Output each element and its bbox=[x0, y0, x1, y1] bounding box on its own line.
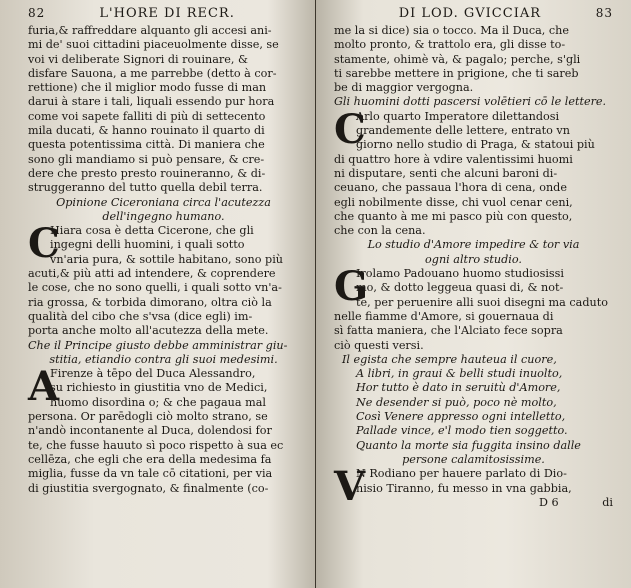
section-heading: Opinione Ciceroniana circa l'acutezza bbox=[56, 195, 271, 209]
text-line: struggeranno del tutto quella debil terra. bbox=[28, 181, 263, 195]
text-line: ciò questi versi. bbox=[334, 338, 424, 352]
right-running-head bbox=[334, 6, 613, 21]
verse-line: Il egista che sempre hauteua il cuore, bbox=[342, 352, 557, 366]
right-page bbox=[316, 0, 631, 588]
text-line: egli nobilmente disse, chi vuol cenar ceni, bbox=[334, 195, 573, 209]
text-line: giorno nello studio di Praga, & statoui più bbox=[356, 138, 595, 152]
text-line: nisio Tiranno, fu messo in vna gabbia, bbox=[356, 481, 572, 495]
text-line: disfare Sauona, a me parrebbe (detto à cor- bbox=[28, 66, 277, 80]
left-block-2 bbox=[28, 220, 299, 338]
left-heading-2 bbox=[28, 339, 299, 368]
text-line: di giustitia svergognato, & finalmente (co- bbox=[28, 481, 269, 495]
text-line: sono gli mandiamo si può pensare, & cre- bbox=[28, 152, 265, 166]
text-line: porta anche molto all'acutezza della mete. bbox=[28, 324, 269, 338]
text-line: le cose, che no sono quelli, i quali sotto vn'a- bbox=[28, 281, 282, 295]
text-line: cellēza, che egli che era della medesima fa bbox=[28, 452, 272, 466]
section-heading: stitia, etiandio contra gli suoi medesimi. bbox=[49, 352, 278, 366]
right-page-number: 83 bbox=[595, 6, 613, 20]
section-heading: persone calamitosissime. bbox=[402, 452, 545, 466]
left-block-1 bbox=[28, 24, 299, 196]
text-line: miglia, fusse da vn tale cō citationi, per via bbox=[28, 467, 273, 481]
text-line: ti sarebbe mettere in prigione, che ti sareb bbox=[334, 66, 579, 80]
text-line: come voi sapete falliti di più di settecento bbox=[28, 109, 266, 123]
text-line: mi de' suoi cittadini piaceuolmente disse, se bbox=[28, 38, 279, 52]
text-line: n'andò incontanente al Duca, dolendosi for bbox=[28, 424, 272, 438]
section-heading: Quanto la morte sia fuggita insino dalle bbox=[356, 438, 581, 452]
text-line: N Rodiano per hauere parlato di Dio- bbox=[356, 467, 567, 481]
text-line: persona. Or parēdogli ciò molto strano, se bbox=[28, 410, 268, 424]
catchword: di bbox=[602, 495, 613, 509]
text-line: mo, & dotto leggeua quasi di, & not- bbox=[356, 281, 564, 295]
left-page bbox=[0, 0, 315, 588]
text-line: Firenze à tēpo del Duca Alessandro, bbox=[50, 367, 256, 381]
verse-line: A libri, in graui & belli studi inuolto, bbox=[356, 367, 563, 381]
text-line: qualità del cibo che s'vsa (dice egli) im- bbox=[28, 309, 253, 323]
left-running-head bbox=[28, 6, 299, 21]
section-heading: dell'ingegno humano. bbox=[102, 209, 225, 223]
text-line: che con la cena. bbox=[334, 224, 426, 238]
text-line: questa potentissima città. Di maniera che bbox=[28, 138, 265, 152]
drop-capital: C bbox=[334, 105, 366, 153]
text-line: rettione) che il miglior modo fusse di man bbox=[28, 81, 267, 95]
drop-capital: C bbox=[28, 220, 60, 268]
text-line: ceuano, che passaua l'hora di cena, onde bbox=[334, 181, 567, 195]
drop-capital: A bbox=[28, 363, 60, 411]
text-line: nelle fiamme d'Amore, si gouernaua di bbox=[334, 309, 554, 323]
verse-line: Hor tutto è dato in seruitù d'Amore, bbox=[356, 381, 561, 395]
text-line: te, che fusse hauuto sì poco rispetto à sua ec bbox=[28, 438, 284, 452]
text-line: molto pronto, & trattolo era, gli disse to- bbox=[334, 38, 566, 52]
page-footer bbox=[334, 496, 613, 510]
right-block-2 bbox=[334, 105, 613, 239]
section-heading: Gli huomini dotti pascersi volētieri cō le lettere. bbox=[334, 95, 607, 109]
section-heading: Che il Principe giusto debbe amministrar giu- bbox=[28, 338, 288, 352]
text-line: vn'aria pura, & sottile habitano, sono più bbox=[50, 252, 283, 266]
text-line: mila ducati, & hanno rouinato il quarto di bbox=[28, 124, 265, 138]
text-line: di quattro hore à vdire valentissimi huomi bbox=[334, 152, 573, 166]
right-block-1 bbox=[334, 24, 613, 95]
section-heading: ogni altro studio. bbox=[425, 252, 522, 266]
left-heading-1 bbox=[28, 196, 299, 225]
left-running-title: L'HORE DI RECR. bbox=[99, 6, 235, 21]
text-line: huomo disordina o; & che pagaua mal bbox=[50, 395, 266, 409]
text-line: furia,& raffreddare alquanto gli accesi ani- bbox=[28, 24, 272, 37]
verse-block bbox=[334, 353, 613, 467]
verse-line: Pallade vince, e'l modo tien soggetto. bbox=[356, 424, 568, 438]
verse-line: Ne desender si può, poco nè molto, bbox=[356, 395, 557, 409]
text-line: dere che presto presto rouineranno, & di- bbox=[28, 166, 266, 180]
text-line: be di maggior vergogna. bbox=[334, 81, 474, 95]
text-line: te, per peruenire alli suoi disegni ma caduto bbox=[356, 295, 608, 309]
drop-capital: G bbox=[334, 263, 369, 311]
right-block-3 bbox=[334, 263, 613, 353]
drop-capital: V bbox=[334, 463, 366, 511]
text-line: voi vi deliberate Signori di rouinare, & bbox=[28, 52, 248, 66]
section-heading: Lo studio d'Amore impedire & tor via bbox=[367, 238, 580, 252]
right-running-title: DI LOD. GVICCIAR bbox=[398, 6, 542, 21]
text-line: su richiesto in giustitia vno de Medici, bbox=[50, 381, 268, 395]
text-line: stamente, ohimè và, & pagalo; perche, s'gli bbox=[334, 52, 581, 66]
text-line: Irolamo Padouano huomo studiosissi bbox=[356, 267, 564, 281]
text-line: sì fatta maniera, che l'Alciato fece sopra bbox=[334, 324, 563, 338]
text-line: darui à stare i tali, liquali essendo pur hora bbox=[28, 95, 275, 109]
text-line: ingegni delli huomini, i quali sotto bbox=[50, 238, 245, 252]
verse-line: Così Venere appresso ogni intelletto, bbox=[356, 410, 566, 424]
text-line: ria grossa, & torbida dimorano, oltra ciò la bbox=[28, 295, 272, 309]
text-line: Hiara cosa è detta Cicerone, che gli bbox=[50, 224, 254, 238]
left-block-3 bbox=[28, 363, 299, 496]
text-line: che quanto à me mi pasco più con questo, bbox=[334, 209, 573, 223]
text-line: grandemente delle lettere, entrato vn bbox=[356, 124, 570, 138]
right-heading-2 bbox=[334, 238, 613, 267]
text-line: ni disputare, senti che alcuni baroni di- bbox=[334, 166, 558, 180]
text-line: Arlo quarto Imperatore dilettandosi bbox=[356, 109, 560, 123]
left-page-number: 82 bbox=[28, 6, 46, 20]
signature-mark: D 6 bbox=[539, 495, 559, 509]
text-line: acuti,& più atti ad intendere, & coprendere bbox=[28, 267, 276, 281]
text-line: me la si dice) sia o tocco. Ma il Duca, che bbox=[334, 24, 569, 37]
